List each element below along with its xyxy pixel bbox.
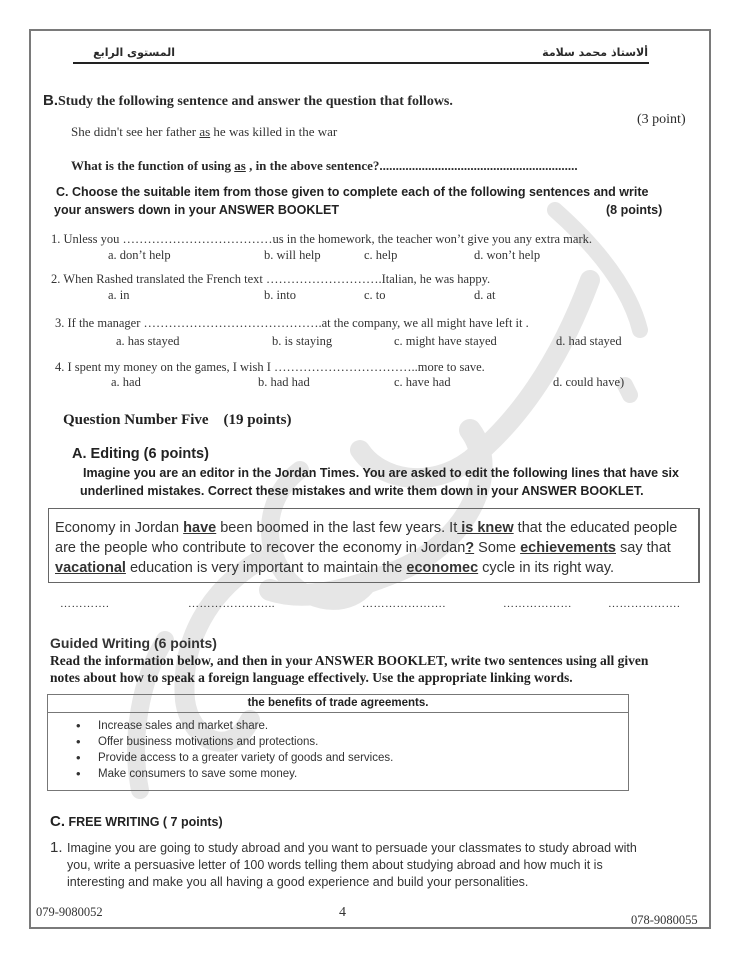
footer-phone-right: 078-9080055 <box>631 913 698 927</box>
mistake-word: economec <box>406 560 479 576</box>
answer-blank-2[interactable]: ………………….. <box>188 598 275 610</box>
section-b-instruction: Study the following sentence and answer the question that follows. <box>58 94 453 109</box>
footer-phone-left: 079-9080052 <box>36 905 103 919</box>
notes-box-title: the benefits of trade agreements. <box>48 695 628 713</box>
editing-instruction-2: underlined mistakes. Correct these mistakes and write them down in your ANSWER BOOKLET. <box>80 484 644 498</box>
guided-writing-instruction-2: notes about how to speak a foreign language effectively. Use the appropriate linking words. <box>50 670 573 685</box>
mcq-option[interactable]: c. help <box>364 248 398 262</box>
header-divider <box>73 62 649 64</box>
section-b-sentence <box>71 124 337 140</box>
mcq-option[interactable]: a. had <box>111 375 141 389</box>
note-item: • Offer business motivations and protections. <box>76 734 628 750</box>
mcq-option[interactable]: a. don’t help <box>108 248 171 262</box>
mcq-question-4: 4. I spent my money on the games, I wish I ……………………………..more to save. <box>55 360 485 374</box>
question-five-title: Question Number Five (19 points) <box>63 412 292 428</box>
notes-list <box>48 718 628 782</box>
answer-blank-5[interactable]: ………………. <box>608 598 681 610</box>
passage-text: education is very important to maintain the <box>125 560 407 576</box>
passage-text: cycle in its right way. <box>478 560 615 576</box>
mcq-option[interactable]: a. has stayed <box>116 334 180 348</box>
mcq-option[interactable]: b. had had <box>258 375 310 389</box>
mcq-option[interactable]: d. could have) <box>553 375 625 389</box>
guided-writing-title: Guided Writing (6 points) <box>50 635 217 651</box>
mcq-question-1: 1. Unless you ………………………………us in the homework, the teacher won’t give you any extra mark. <box>51 232 592 246</box>
sentence-text: She didn't see her father <box>71 124 200 139</box>
underlined-word: as <box>234 158 246 173</box>
mcq-option[interactable]: c. have had <box>394 375 451 389</box>
free-writing-number: 1. <box>50 839 63 856</box>
mcq-option[interactable]: d. at <box>474 288 496 302</box>
section-c-instruction-1: C. Choose the suitable item from those given to complete each of the following sentences and write <box>56 185 649 199</box>
mcq-option[interactable]: d. won’t help <box>474 248 541 262</box>
note-item: • Provide access to a greater variety of goods and services. <box>76 750 628 766</box>
note-item: • Increase sales and market share. <box>76 718 628 734</box>
editing-instruction-1: Imagine you are an editor in the Jordan Times. You are asked to edit the following lines that have six <box>83 466 679 480</box>
note-item: • Make consumers to save some money. <box>76 766 628 782</box>
answer-blank-3[interactable]: …………………. <box>362 598 446 610</box>
section-c-points: (8 points) <box>606 203 663 217</box>
mcq-question-3: 3. If the manager …………………………………….at the company, we all might have left it . <box>55 316 529 330</box>
mcq-option[interactable]: b. into <box>264 288 296 302</box>
mcq-option[interactable]: c. might have stayed <box>394 334 497 348</box>
section-c-instruction-2: your answers down in your ANSWER BOOKLET <box>54 203 339 217</box>
passage-text: Some <box>474 540 521 556</box>
notes-box <box>47 694 629 791</box>
underlined-word: as <box>199 124 211 139</box>
passage-text: been boomed in the last few years. It <box>216 520 458 536</box>
free-writing-heading: FREE WRITING ( 7 points) <box>65 815 223 829</box>
page-number: 4 <box>339 905 346 920</box>
teacher-name: ألاستاذ محمد سلامة <box>542 46 648 59</box>
mcq-option[interactable]: b. is staying <box>272 334 333 348</box>
free-writing-letter: C. <box>50 813 65 830</box>
section-b-points: (3 point) <box>637 112 686 127</box>
mcq-option[interactable]: c. to <box>364 288 386 302</box>
answer-blank-1[interactable]: …………. <box>60 598 110 610</box>
mcq-question-2: 2. When Rashed translated the French text ……………………….Italian, he was happy. <box>51 272 491 286</box>
mcq-option[interactable]: a. in <box>108 288 130 302</box>
passage-text: say that <box>616 540 671 556</box>
free-writing-prompt-1: Imagine you are going to study abroad and you want to persuade your classmates to study abroad with <box>67 841 637 855</box>
editing-passage-box <box>48 508 700 583</box>
section-b-letter: B. <box>43 92 58 109</box>
guided-writing-instruction-1: Read the information below, and then in your ANSWER BOOKLET, write two sentences using all given <box>50 653 649 668</box>
free-writing-prompt-2: you, write a persuasive letter of 100 words telling them about studying abroad and how much it is <box>67 858 603 872</box>
mistake-word: have <box>183 520 217 536</box>
question-text: What is the function of using <box>71 158 235 173</box>
editing-title: A. Editing (6 points) <box>72 446 209 462</box>
mistake-word: is knew <box>457 520 514 536</box>
free-writing-prompt-3: interesting and make you all having a good experience and build your personalities. <box>67 875 529 889</box>
mcq-option[interactable]: b. will help <box>264 248 321 262</box>
sentence-text: he was killed in the war <box>210 124 338 139</box>
passage-text: Economy in Jordan <box>55 520 184 536</box>
passage-text: that the educated people are the people who contribute to recover the economy in Jordan <box>55 520 678 556</box>
section-b-heading <box>43 92 453 110</box>
mistake-word: echievements <box>520 540 616 556</box>
answer-blank-4[interactable]: ……………… <box>503 598 572 610</box>
answer-blank: , in the above sentence?............................................................. <box>245 158 578 173</box>
mcq-option[interactable]: d. had stayed <box>556 334 622 348</box>
mistake-word: ? <box>465 540 475 556</box>
mistake-word: vacational <box>55 560 126 576</box>
section-b-question <box>71 158 578 174</box>
free-writing-title <box>50 813 223 830</box>
level-label: المستوى الرابع <box>93 46 175 59</box>
